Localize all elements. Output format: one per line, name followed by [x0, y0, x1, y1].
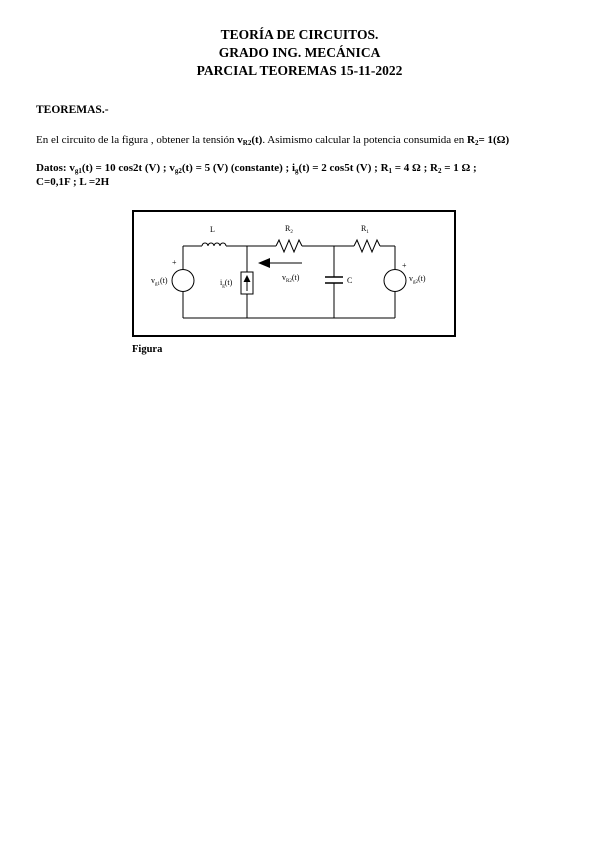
degree-title: GRADO ING. MECÁNICA — [218, 45, 381, 60]
problem-text-2: . Asimismo calcular la potencia consumida en — [262, 134, 468, 146]
resistor-r2-icon — [276, 240, 302, 252]
vg2-label: $v_{g2}(t)$ — [409, 274, 426, 285]
voltage-arrow-icon — [258, 258, 270, 268]
exam-title: PARCIAL TEOREMAS 15-11-2022 — [196, 63, 403, 78]
inductor-label: L — [210, 225, 215, 234]
vg1-source-icon — [172, 270, 194, 292]
vg2-plus-sign: + — [402, 261, 407, 270]
figure-caption: Figura — [132, 344, 163, 355]
data-line-1: Datos: $v_{g1}(t) = 10$ cos2t (V) ; $v_{g2}(t) = 5$ (V) (constante) ; $i_g(t) = 2$ cos5t (V) ; $R_1 = 4$ Ω ; $R_2 = 1$ Ω ; — [36, 162, 477, 175]
capacitor-label: C — [347, 276, 353, 285]
r2-label: $R_2$ — [285, 224, 293, 235]
vg1-plus-sign: + — [172, 258, 177, 267]
circuit-figure — [132, 210, 456, 337]
vr2-symbol: $v_{R2}(t)$ — [237, 134, 263, 147]
problem-statement — [36, 133, 576, 148]
resistor-r1-icon — [354, 240, 380, 252]
ig-label: $i_g(t)$ — [220, 278, 233, 289]
problem-text-1: En el circuito de la figura , obtener la tensión — [36, 134, 238, 146]
vg2-source-icon — [384, 270, 406, 292]
document-header — [0, 26, 599, 80]
r2-symbol: $R_2= 1(\Omega)$ — [467, 134, 510, 147]
circuit-diagram — [134, 212, 454, 335]
section-title: TEOREMAS.- — [36, 104, 109, 116]
r1-label: $R_1$ — [361, 224, 369, 235]
vg1-label: $v_{g1}(t)$ — [151, 276, 168, 287]
data-block — [36, 161, 576, 189]
inductor-icon — [202, 243, 226, 246]
data-line-2: C=0,1F ; L =2H — [36, 176, 110, 188]
current-arrow-icon — [244, 275, 251, 282]
course-title: TEORÍA DE CIRCUITOS. — [220, 27, 379, 42]
vr2-label: $v_{R2}(t)$ — [282, 273, 300, 284]
